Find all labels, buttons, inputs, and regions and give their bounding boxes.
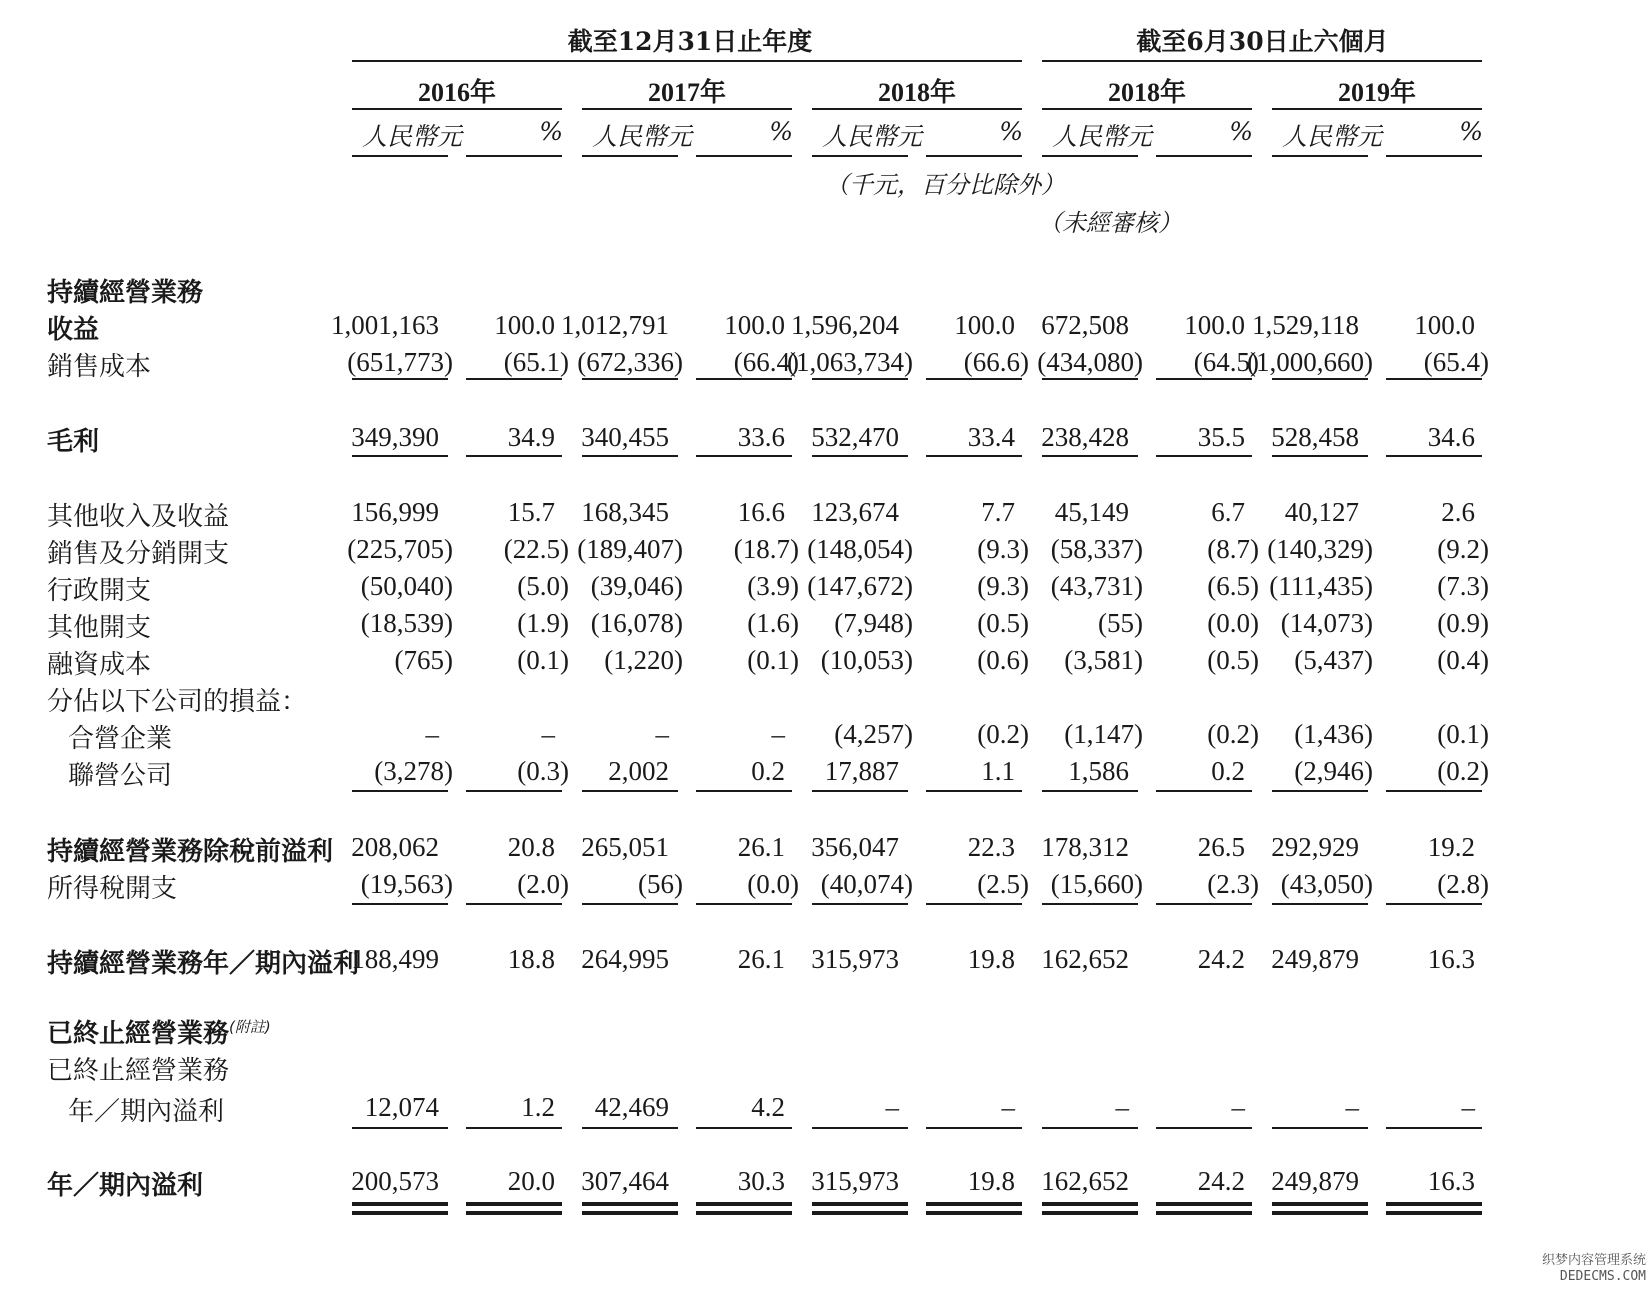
subtotal-rule <box>466 790 562 792</box>
subtotal-rule <box>1156 790 1252 792</box>
percent-cell: (0.9) <box>1437 608 1489 638</box>
total-double-rule <box>812 1211 908 1215</box>
percent-cell: (65.4) <box>1423 347 1489 377</box>
amount-cell: (189,407) <box>577 534 683 564</box>
amount-cell: 123,674 <box>811 497 899 527</box>
total-double-rule <box>926 1202 1022 1206</box>
amount-cell: 12,074 <box>364 1092 439 1122</box>
row-label: 所得稅開支 <box>47 874 178 904</box>
period-rule-annual <box>352 60 1022 62</box>
subtotal-rule <box>926 903 1022 905</box>
subtotal-rule <box>352 455 448 457</box>
amount-cell: (19,563) <box>360 869 453 899</box>
subtotal-rule <box>1272 903 1368 905</box>
amount-cell: (672,336) <box>577 347 683 377</box>
total-double-rule <box>1386 1202 1482 1206</box>
amount-cell: (765) <box>394 645 453 675</box>
percent-cell: 0.2 <box>751 756 785 786</box>
percent-cell: – <box>1461 1092 1475 1122</box>
amount-cell: (148,054) <box>807 534 913 564</box>
year-rule <box>352 108 562 110</box>
row-label: 持續經營業務 <box>47 278 204 308</box>
amount-cell: (40,074) <box>820 869 913 899</box>
amount-cell: 264,995 <box>581 944 669 974</box>
subtotal-rule <box>466 378 562 380</box>
percent-cell: 100.0 <box>1184 310 1245 340</box>
amount-cell: (1,063,734) <box>787 347 913 377</box>
amount-cell: 1,586 <box>1068 756 1129 786</box>
subtotal-rule <box>926 1127 1022 1129</box>
percent-cell: 20.8 <box>507 832 555 862</box>
percent-cell: (66.6) <box>963 347 1029 377</box>
amount-cell: 315,973 <box>811 944 899 974</box>
percent-cell: 100.0 <box>1414 310 1475 340</box>
percent-cell: (5.0) <box>517 571 569 601</box>
subtotal-rule <box>696 455 792 457</box>
amount-cell: 265,051 <box>581 832 669 862</box>
amount-cell: – <box>425 719 439 749</box>
row-label: 銷售及分銷開支 <box>47 539 230 569</box>
percent-cell: 34.9 <box>507 422 555 452</box>
percent-cell: (9.3) <box>977 571 1029 601</box>
amount-cell: (43,731) <box>1050 571 1143 601</box>
percent-cell: (66.4) <box>733 347 799 377</box>
amount-cell: 188,499 <box>351 944 439 974</box>
subtotal-rule <box>1156 378 1252 380</box>
unit-rule <box>926 155 1022 157</box>
subtotal-rule <box>1042 790 1138 792</box>
amount-cell: 168,345 <box>581 497 669 527</box>
percent-cell: – <box>541 719 555 749</box>
percent-cell: (3.9) <box>747 571 799 601</box>
percent-cell: 7.7 <box>981 497 1015 527</box>
amount-cell: 307,464 <box>581 1166 669 1196</box>
percent-cell: 18.8 <box>507 944 555 974</box>
unit-rule <box>1042 155 1138 157</box>
amount-cell: (55) <box>1098 608 1143 638</box>
percent-cell: (0.6) <box>977 645 1029 675</box>
amount-cell: (18,539) <box>360 608 453 638</box>
amount-cell: 45,149 <box>1054 497 1129 527</box>
unit-rule <box>1272 155 1368 157</box>
amount-cell: (111,435) <box>1269 571 1373 601</box>
amount-cell: (3,278) <box>374 756 453 786</box>
amount-cell: 208,062 <box>351 832 439 862</box>
total-double-rule <box>1042 1202 1138 1206</box>
percent-cell: (65.1) <box>503 347 569 377</box>
unit-rule <box>582 155 678 157</box>
percent-cell: 16.3 <box>1427 1166 1475 1196</box>
row-label: 持續經營業務年／期內溢利 <box>47 949 360 979</box>
subtotal-rule <box>582 455 678 457</box>
percent-cell: 100.0 <box>954 310 1015 340</box>
total-double-rule <box>582 1211 678 1215</box>
percent-cell: 35.5 <box>1197 422 1245 452</box>
year-header: 2018年 <box>877 78 956 107</box>
percent-cell: 100.0 <box>494 310 555 340</box>
amount-cell: (225,705) <box>347 534 453 564</box>
total-double-rule <box>1386 1211 1482 1215</box>
total-double-rule <box>1156 1202 1252 1206</box>
subtotal-rule <box>1042 1127 1138 1129</box>
subtotal-rule <box>926 378 1022 380</box>
percent-cell: 16.3 <box>1427 944 1475 974</box>
amount-cell: 672,508 <box>1041 310 1129 340</box>
percent-cell: (2.5) <box>977 869 1029 899</box>
percent-unit-label: % <box>539 117 563 146</box>
percent-cell: (0.1) <box>1437 719 1489 749</box>
subtotal-rule <box>582 378 678 380</box>
percent-cell: (0.3) <box>517 756 569 786</box>
row-label: 收益 <box>47 315 100 345</box>
percent-cell: (0.5) <box>977 608 1029 638</box>
amount-cell: – <box>885 1092 899 1122</box>
amount-cell: (147,672) <box>807 571 913 601</box>
subtotal-rule <box>926 790 1022 792</box>
year-rule <box>582 108 792 110</box>
subtotal-rule <box>1386 790 1482 792</box>
subtotal-rule <box>696 790 792 792</box>
percent-cell: 19.8 <box>967 944 1015 974</box>
subtotal-rule <box>352 378 448 380</box>
percent-cell: (2.3) <box>1207 869 1259 899</box>
amount-cell: – <box>1115 1092 1129 1122</box>
amount-cell: (7,948) <box>834 608 913 638</box>
amount-cell: (1,000,660) <box>1247 347 1373 377</box>
percent-cell: 34.6 <box>1427 422 1475 452</box>
amount-cell: 1,529,118 <box>1252 310 1359 340</box>
percent-cell: (0.4) <box>1437 645 1489 675</box>
year-rule <box>1042 108 1252 110</box>
year-rule <box>812 108 1022 110</box>
row-label: 分佔以下公司的損益： <box>47 687 308 717</box>
unit-rule <box>696 155 792 157</box>
percent-cell: (0.0) <box>1207 608 1259 638</box>
percent-cell: (2.0) <box>517 869 569 899</box>
year-header: 2017年 <box>647 78 726 107</box>
amount-cell: 156,999 <box>351 497 439 527</box>
subtotal-rule <box>812 790 908 792</box>
watermark-url: DEDECMS.COM <box>1559 1269 1646 1284</box>
subtotal-rule <box>1272 790 1368 792</box>
amount-cell: (39,046) <box>590 571 683 601</box>
row-label: 年／期內溢利 <box>47 1171 204 1201</box>
subtotal-rule <box>466 455 562 457</box>
subtotal-rule <box>1042 378 1138 380</box>
period-rule-six-months <box>1042 60 1482 62</box>
percent-cell: 26.1 <box>737 944 785 974</box>
subtotal-rule <box>812 1127 908 1129</box>
amount-cell: 42,469 <box>594 1092 669 1122</box>
amount-cell: (1,147) <box>1064 719 1143 749</box>
unit-rule <box>352 155 448 157</box>
amount-cell: 340,455 <box>581 422 669 452</box>
amount-cell: (651,773) <box>347 347 453 377</box>
percent-cell: (0.0) <box>747 869 799 899</box>
period-header-annual: 截至12月31日止年度 <box>567 27 813 56</box>
subtotal-rule <box>1272 378 1368 380</box>
row-label: 行政開支 <box>47 576 152 606</box>
total-double-rule <box>696 1211 792 1215</box>
amount-cell: (15,660) <box>1050 869 1143 899</box>
year-rule <box>1272 108 1482 110</box>
percent-cell: 100.0 <box>724 310 785 340</box>
percent-cell: 24.2 <box>1197 1166 1245 1196</box>
amount-cell: – <box>1345 1092 1359 1122</box>
currency-unit-label: 人民幣元 <box>1282 122 1383 151</box>
percent-cell: 16.6 <box>737 497 785 527</box>
total-double-rule <box>1156 1211 1252 1215</box>
percent-cell: (7.3) <box>1437 571 1489 601</box>
percent-cell: 0.2 <box>1211 756 1245 786</box>
percent-cell: – <box>771 719 785 749</box>
percent-cell: (8.7) <box>1207 534 1259 564</box>
percent-cell: 26.5 <box>1197 832 1245 862</box>
amount-cell: (3,581) <box>1064 645 1143 675</box>
row-label: 融資成本 <box>47 650 152 680</box>
currency-unit-label: 人民幣元 <box>362 122 463 151</box>
percent-cell: (0.2) <box>1207 719 1259 749</box>
row-label: 已終止經營業務 <box>47 1056 230 1086</box>
percent-unit-label: % <box>1459 117 1483 146</box>
percent-cell: (6.5) <box>1207 571 1259 601</box>
amount-cell: (1,220) <box>604 645 683 675</box>
subtotal-rule <box>466 903 562 905</box>
year-header: 2019年 <box>1337 78 1416 107</box>
amount-cell: (56) <box>638 869 683 899</box>
row-note: (附註) <box>229 1018 271 1036</box>
row-label: 合營企業 <box>68 724 173 754</box>
row-label: 其他收入及收益 <box>47 502 230 532</box>
amount-cell: (14,073) <box>1280 608 1373 638</box>
amount-cell: 17,887 <box>824 756 899 786</box>
percent-cell: – <box>1001 1092 1015 1122</box>
percent-cell: 30.3 <box>737 1166 785 1196</box>
subtotal-rule <box>1156 1127 1252 1129</box>
percent-cell: 22.3 <box>967 832 1015 862</box>
row-label: 毛利 <box>47 427 100 457</box>
amount-cell: (2,946) <box>1294 756 1373 786</box>
year-header: 2018年 <box>1107 78 1186 107</box>
percent-cell: (1.6) <box>747 608 799 638</box>
percent-cell: (9.3) <box>977 534 1029 564</box>
percent-cell: 33.4 <box>967 422 1015 452</box>
amount-cell: 292,929 <box>1271 832 1359 862</box>
unit-rule <box>1156 155 1252 157</box>
percent-cell: (0.5) <box>1207 645 1259 675</box>
total-double-rule <box>696 1202 792 1206</box>
subtotal-rule <box>352 903 448 905</box>
subtotal-rule <box>352 1127 448 1129</box>
percent-cell: (1.9) <box>517 608 569 638</box>
year-header: 2016年 <box>417 78 496 107</box>
amount-cell: 162,652 <box>1041 1166 1129 1196</box>
subtotal-rule <box>582 903 678 905</box>
amount-cell: 528,458 <box>1271 422 1359 452</box>
subtotal-rule <box>1042 455 1138 457</box>
amount-cell: (140,329) <box>1267 534 1373 564</box>
percent-cell: 4.2 <box>751 1092 785 1122</box>
amount-cell: 200,573 <box>351 1166 439 1196</box>
subtotal-rule <box>812 378 908 380</box>
percent-cell: 33.6 <box>737 422 785 452</box>
amount-cell: 356,047 <box>811 832 899 862</box>
percent-cell: (0.1) <box>517 645 569 675</box>
row-label: 聯營公司 <box>68 761 173 791</box>
subtotal-rule <box>1386 1127 1482 1129</box>
amount-cell: – <box>655 719 669 749</box>
percent-cell: 24.2 <box>1197 944 1245 974</box>
total-double-rule <box>1042 1211 1138 1215</box>
unit-note: （千元，百分比除外） <box>825 171 1065 199</box>
total-double-rule <box>466 1211 562 1215</box>
total-double-rule <box>352 1202 448 1206</box>
subtotal-rule <box>926 455 1022 457</box>
subtotal-rule <box>1156 455 1252 457</box>
subtotal-rule <box>1386 903 1482 905</box>
amount-cell: (43,050) <box>1280 869 1373 899</box>
percent-unit-label: % <box>1229 117 1253 146</box>
amount-cell: (5,437) <box>1294 645 1373 675</box>
percent-cell: (18.7) <box>733 534 799 564</box>
amount-cell: (50,040) <box>360 571 453 601</box>
percent-cell: 19.8 <box>967 1166 1015 1196</box>
percent-cell: 6.7 <box>1211 497 1245 527</box>
total-double-rule <box>1272 1211 1368 1215</box>
percent-cell: – <box>1231 1092 1245 1122</box>
percent-cell: 26.1 <box>737 832 785 862</box>
currency-unit-label: 人民幣元 <box>1052 122 1153 151</box>
percent-cell: (9.2) <box>1437 534 1489 564</box>
subtotal-rule <box>466 1127 562 1129</box>
amount-cell: 178,312 <box>1041 832 1129 862</box>
subtotal-rule <box>1156 903 1252 905</box>
unit-rule <box>466 155 562 157</box>
subtotal-rule <box>812 455 908 457</box>
currency-unit-label: 人民幣元 <box>592 122 693 151</box>
amount-cell: 315,973 <box>811 1166 899 1196</box>
percent-cell: (2.8) <box>1437 869 1489 899</box>
total-double-rule <box>812 1202 908 1206</box>
amount-cell: 40,127 <box>1284 497 1359 527</box>
subtotal-rule <box>1042 903 1138 905</box>
percent-cell: 1.1 <box>981 756 1015 786</box>
currency-unit-label: 人民幣元 <box>822 122 923 151</box>
percent-unit-label: % <box>999 117 1023 146</box>
amount-cell: 1,596,204 <box>791 310 899 340</box>
amount-cell: (434,080) <box>1037 347 1143 377</box>
amount-cell: 249,879 <box>1271 944 1359 974</box>
percent-cell: (0.2) <box>977 719 1029 749</box>
amount-cell: 249,879 <box>1271 1166 1359 1196</box>
subtotal-rule <box>696 378 792 380</box>
total-double-rule <box>582 1202 678 1206</box>
subtotal-rule <box>696 903 792 905</box>
subtotal-rule <box>352 790 448 792</box>
watermark-text: 织梦内容管理系统 <box>1541 1253 1646 1268</box>
amount-cell: 532,470 <box>811 422 899 452</box>
percent-cell: 15.7 <box>507 497 555 527</box>
subtotal-rule <box>812 903 908 905</box>
percent-cell: (22.5) <box>503 534 569 564</box>
row-label: 其他開支 <box>47 613 152 643</box>
amount-cell: 238,428 <box>1041 422 1129 452</box>
amount-cell: (1,436) <box>1294 719 1373 749</box>
row-label: 持續經營業務除稅前溢利 <box>47 837 334 867</box>
subtotal-rule <box>1386 455 1482 457</box>
amount-cell: (16,078) <box>590 608 683 638</box>
percent-cell: (64.5) <box>1193 347 1259 377</box>
percent-unit-label: % <box>769 117 793 146</box>
percent-cell: 20.0 <box>507 1166 555 1196</box>
percent-cell: 1.2 <box>521 1092 555 1122</box>
unit-rule <box>1386 155 1482 157</box>
amount-cell: 1,012,791 <box>561 310 669 340</box>
unit-rule <box>812 155 908 157</box>
total-double-rule <box>926 1211 1022 1215</box>
total-double-rule <box>466 1202 562 1206</box>
amount-cell: 2,002 <box>608 756 669 786</box>
amount-cell: 162,652 <box>1041 944 1129 974</box>
amount-cell: 1,001,163 <box>331 310 439 340</box>
unaudited-note: （未經審核） <box>1038 209 1182 237</box>
amount-cell: (58,337) <box>1050 534 1143 564</box>
subtotal-rule <box>696 1127 792 1129</box>
subtotal-rule <box>582 1127 678 1129</box>
subtotal-rule <box>1272 455 1368 457</box>
amount-cell: 349,390 <box>351 422 439 452</box>
amount-cell: (4,257) <box>834 719 913 749</box>
amount-cell: (10,053) <box>820 645 913 675</box>
row-label: 銷售成本 <box>47 352 152 382</box>
subtotal-rule <box>582 790 678 792</box>
percent-cell: (0.2) <box>1437 756 1489 786</box>
total-double-rule <box>1272 1202 1368 1206</box>
total-double-rule <box>352 1211 448 1215</box>
percent-cell: 19.2 <box>1427 832 1475 862</box>
subtotal-rule <box>1272 1127 1368 1129</box>
percent-cell: 2.6 <box>1441 497 1475 527</box>
percent-cell: (0.1) <box>747 645 799 675</box>
row-label: 已終止經營業務$^{(附註)}$ <box>47 1018 271 1049</box>
subtotal-rule <box>1386 378 1482 380</box>
row-label: 年／期內溢利 <box>68 1097 225 1127</box>
period-header-six-months: 截至6月30日止六個月 <box>1136 27 1389 56</box>
